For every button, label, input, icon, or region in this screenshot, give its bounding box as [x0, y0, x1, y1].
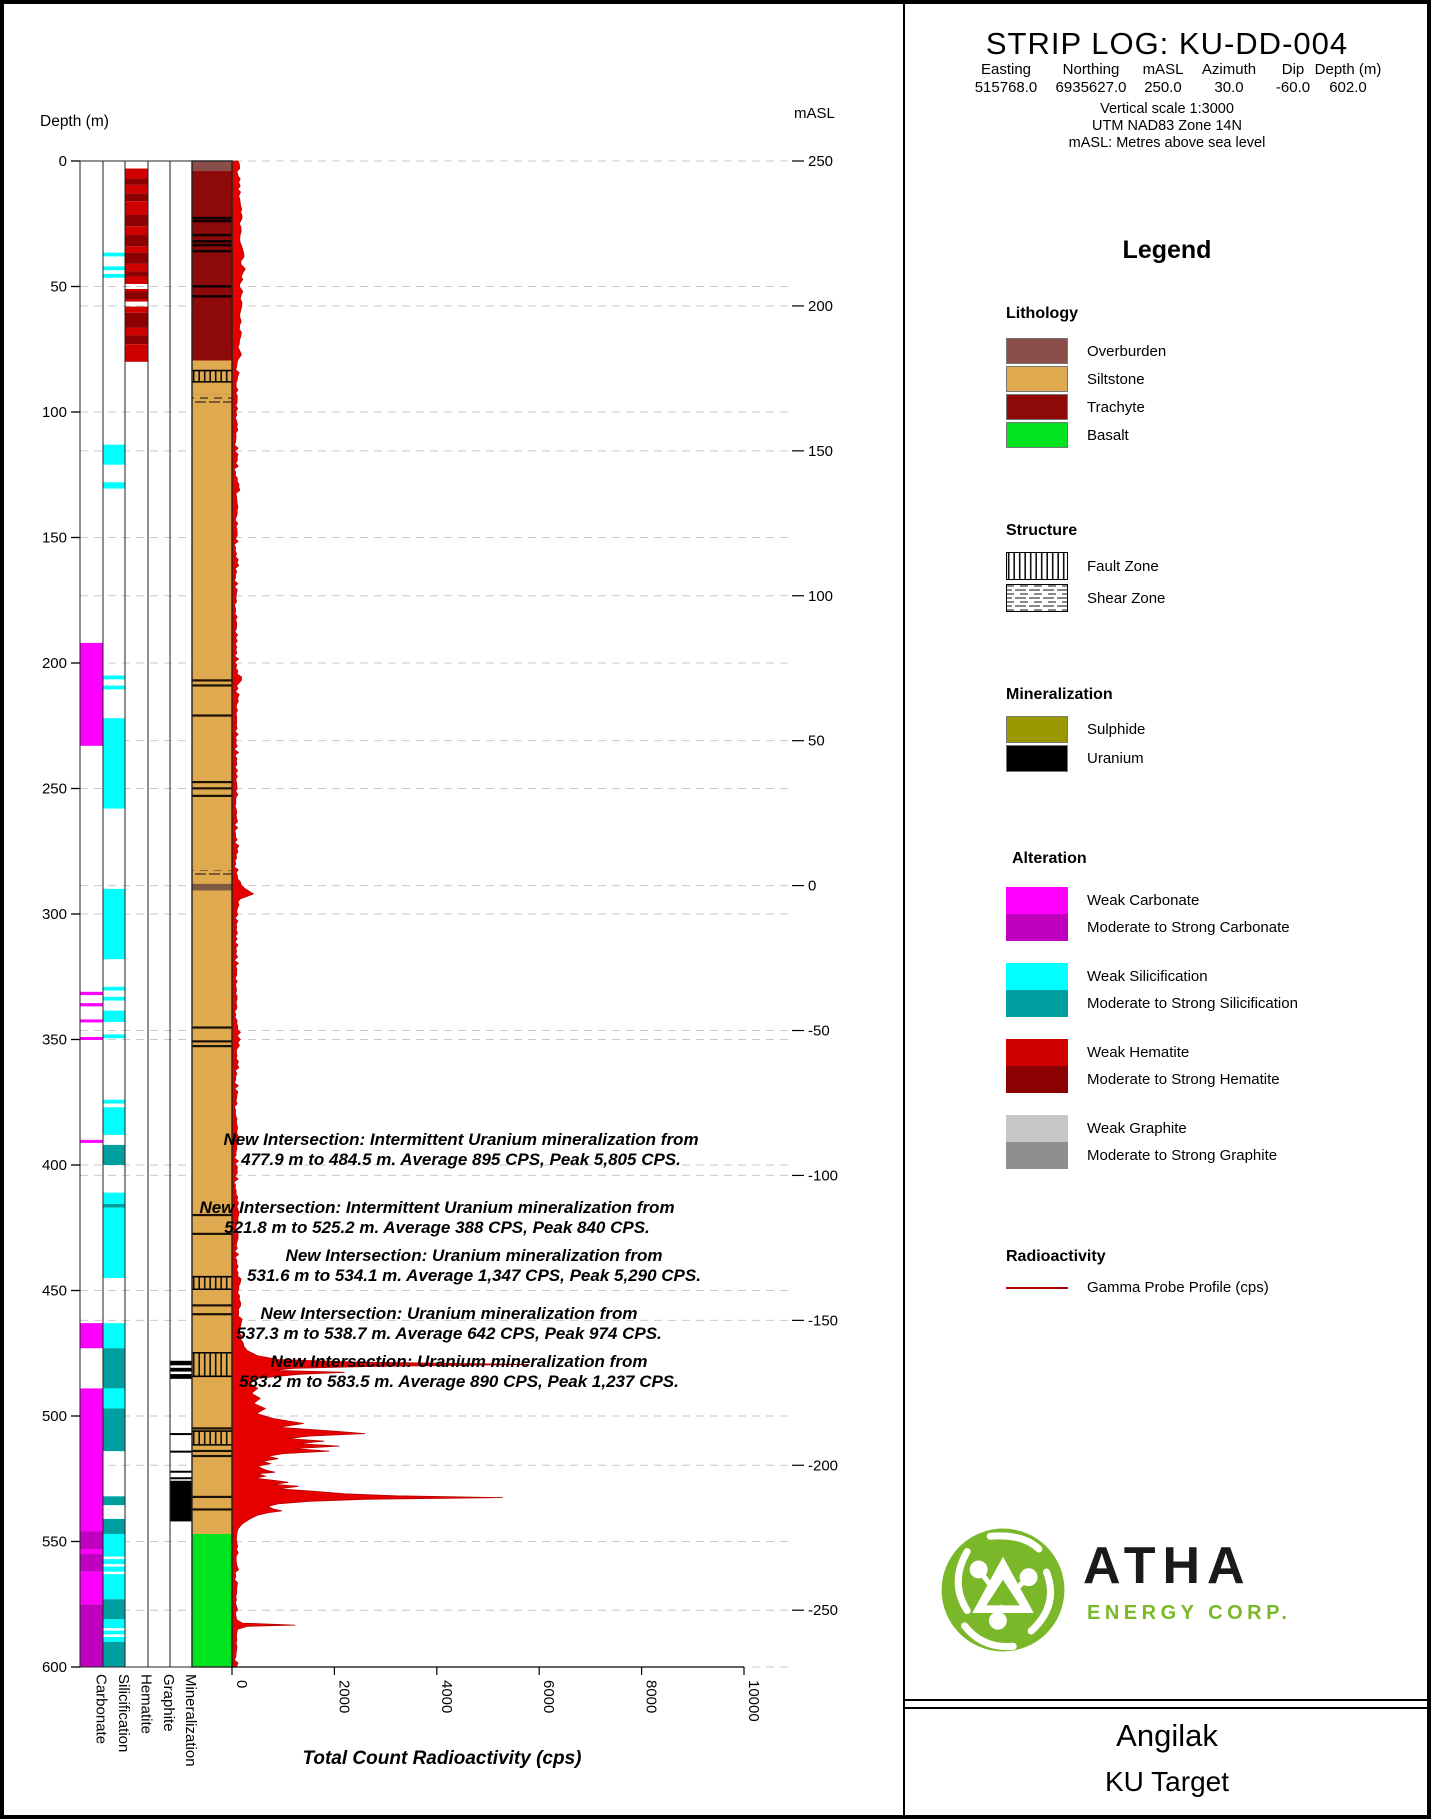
- legend-label: Basalt: [1087, 427, 1129, 444]
- svg-text:Carbonate: Carbonate: [92, 1674, 110, 1745]
- meta-dip: Dip -60.0: [1275, 61, 1311, 96]
- project-name: Angilak: [1116, 1718, 1218, 1753]
- annotation-line: New Intersection: Uranium mineralization from: [285, 1246, 663, 1265]
- legend-label: Weak Silicification: [1087, 968, 1208, 985]
- svg-text:0: 0: [233, 1680, 250, 1689]
- gamma-line-sample: [1006, 1287, 1068, 1289]
- svg-text:4000: 4000: [437, 1680, 455, 1714]
- svg-text:0: 0: [58, 153, 67, 170]
- atha-logo-icon: [939, 1526, 1067, 1659]
- svg-text:250: 250: [808, 153, 834, 170]
- strong-hematite-swatch: [1006, 1066, 1068, 1093]
- legend-label: Moderate to Strong Silicification: [1087, 995, 1298, 1012]
- annotation-line: New Intersection: Intermittent Uranium mineralization from: [223, 1130, 699, 1149]
- weak-carbonate-swatch: [1006, 887, 1068, 914]
- intersection-annotation: [181, 1130, 741, 1170]
- svg-text:Total Count Radioactivity (cps: Total Count Radioactivity (cps): [302, 1748, 582, 1769]
- intersection-annotation: [179, 1352, 739, 1392]
- intersection-annotation: [169, 1304, 729, 1344]
- intersection-annotation: [157, 1198, 717, 1238]
- meta-depth: Depth (m) 602.0: [1314, 61, 1382, 96]
- intersection-annotation: [194, 1246, 754, 1286]
- annotation-line: 583.2 m to 583.5 m. Average 890 CPS, Peak 1,237 CPS.: [239, 1372, 679, 1392]
- svg-text:50: 50: [808, 732, 825, 750]
- annotation-line: New Intersection: Uranium mineralization from: [260, 1304, 638, 1323]
- legend-label: Sulphide: [1087, 721, 1146, 738]
- shear-zone-swatch: [1006, 584, 1068, 612]
- legend-label: Weak Hematite: [1087, 1044, 1190, 1061]
- legend-label: Weak Carbonate: [1087, 892, 1200, 909]
- siltstone-swatch: [1006, 366, 1068, 392]
- strong-carbonate-swatch: [1006, 914, 1068, 941]
- svg-text:600: 600: [41, 1659, 67, 1676]
- basalt-swatch: [1006, 422, 1068, 448]
- legend-label: Gamma Probe Profile (cps): [1087, 1279, 1269, 1296]
- svg-text:Mineralization: Mineralization: [182, 1674, 199, 1767]
- atha-logo-wordmark: ATHA: [1083, 1537, 1252, 1595]
- meta-masl: mASL 250.0: [1142, 61, 1184, 96]
- legend-heading-lithology: Lithology: [1006, 305, 1078, 322]
- annotation-line: 531.6 m to 534.1 m. Average 1,347 CPS, Peak 5,290 CPS.: [247, 1266, 701, 1286]
- divider-line: [905, 1699, 1429, 1701]
- note-utm-zone: UTM NAD83 Zone 14N: [1092, 118, 1242, 134]
- svg-text:150: 150: [808, 442, 834, 460]
- svg-text:500: 500: [41, 1408, 67, 1425]
- page-title: STRIP LOG: KU-DD-004: [985, 26, 1349, 61]
- svg-text:150: 150: [41, 529, 67, 547]
- svg-text:mASL: mASL: [794, 105, 835, 122]
- legend-label: Fault Zone: [1087, 558, 1159, 575]
- svg-text:200: 200: [41, 655, 67, 672]
- strong-silicification-swatch: [1006, 990, 1068, 1017]
- svg-text:-250: -250: [808, 1602, 839, 1620]
- target-name: KU Target: [1105, 1766, 1229, 1797]
- legend-title: Legend: [1122, 236, 1212, 264]
- annotation-line: New Intersection: Intermittent Uranium mineralization from: [199, 1198, 675, 1217]
- svg-text:Hematite: Hematite: [137, 1674, 155, 1735]
- svg-text:8000: 8000: [642, 1680, 660, 1714]
- svg-text:0: 0: [808, 877, 817, 895]
- annotation-line: New Intersection: Uranium mineralization from: [270, 1352, 648, 1371]
- svg-text:200: 200: [808, 297, 834, 315]
- svg-text:2000: 2000: [335, 1680, 353, 1714]
- weak-graphite-swatch: [1006, 1115, 1068, 1142]
- uranium-swatch: [1006, 745, 1068, 772]
- svg-text:50: 50: [50, 278, 67, 296]
- svg-text:Depth (m): Depth (m): [40, 113, 109, 130]
- meta-azimuth: Azimuth 30.0: [1201, 61, 1257, 96]
- legend-label: Trachyte: [1087, 399, 1145, 416]
- meta-easting: Easting 515768.0: [974, 61, 1038, 96]
- note-vertical-scale: Vertical scale 1:3000: [1100, 101, 1234, 117]
- legend-label: Weak Graphite: [1087, 1120, 1187, 1137]
- atha-logo-subtitle: ENERGY CORP.: [1087, 1602, 1292, 1624]
- trachyte-swatch: [1006, 394, 1068, 420]
- legend-label: Moderate to Strong Carbonate: [1087, 919, 1290, 936]
- strip-log-chart: [4, 4, 907, 1815]
- svg-text:100: 100: [41, 404, 67, 421]
- svg-text:100: 100: [808, 587, 834, 605]
- legend-heading-alteration: Alteration: [1012, 850, 1087, 867]
- svg-text:6000: 6000: [540, 1680, 558, 1714]
- divider-line: [905, 1707, 1429, 1709]
- svg-text:350: 350: [41, 1031, 67, 1049]
- legend-label: Shear Zone: [1087, 590, 1166, 607]
- legend-label: Overburden: [1087, 343, 1167, 360]
- svg-text:250: 250: [41, 780, 67, 798]
- svg-text:-150: -150: [808, 1312, 839, 1330]
- annotation-line: 521.8 m to 525.2 m. Average 388 CPS, Peak 840 CPS.: [224, 1218, 650, 1238]
- svg-text:-200: -200: [808, 1457, 839, 1475]
- legend-heading-radioactivity: Radioactivity: [1006, 1248, 1106, 1265]
- sulphide-swatch: [1006, 716, 1068, 743]
- annotation-line: 477.9 m to 484.5 m. Average 895 CPS, Peak 5,805 CPS.: [241, 1150, 681, 1170]
- legend-label: Moderate to Strong Graphite: [1087, 1147, 1278, 1164]
- strip-log-plot-area: [4, 4, 907, 1815]
- legend-heading-structure: Structure: [1006, 522, 1078, 539]
- weak-hematite-swatch: [1006, 1039, 1068, 1066]
- info-panel: [903, 4, 1429, 1815]
- legend-heading-mineralization: Mineralization: [1006, 686, 1113, 703]
- svg-text:10000: 10000: [745, 1680, 762, 1722]
- svg-text:450: 450: [41, 1282, 67, 1300]
- note-masl: mASL: Metres above sea level: [1068, 135, 1266, 151]
- svg-text:-100: -100: [808, 1167, 839, 1185]
- strong-graphite-swatch: [1006, 1142, 1068, 1169]
- annotation-line: 537.3 m to 538.7 m. Average 642 CPS, Peak 974 CPS.: [236, 1324, 662, 1344]
- weak-silicification-swatch: [1006, 963, 1068, 990]
- svg-text:550: 550: [41, 1533, 67, 1551]
- legend-label: Uranium: [1087, 750, 1144, 767]
- legend-label: Moderate to Strong Hematite: [1087, 1071, 1280, 1088]
- meta-northing: Northing 6935627.0: [1055, 61, 1127, 96]
- fault-zone-swatch: [1006, 552, 1068, 580]
- overburden-swatch: [1006, 338, 1068, 364]
- svg-text:400: 400: [41, 1157, 67, 1174]
- legend-label: Siltstone: [1087, 371, 1145, 388]
- svg-text:Graphite: Graphite: [160, 1674, 177, 1732]
- svg-text:300: 300: [41, 906, 67, 923]
- svg-text:Silicification: Silicification: [115, 1674, 132, 1753]
- svg-text:-50: -50: [808, 1022, 830, 1040]
